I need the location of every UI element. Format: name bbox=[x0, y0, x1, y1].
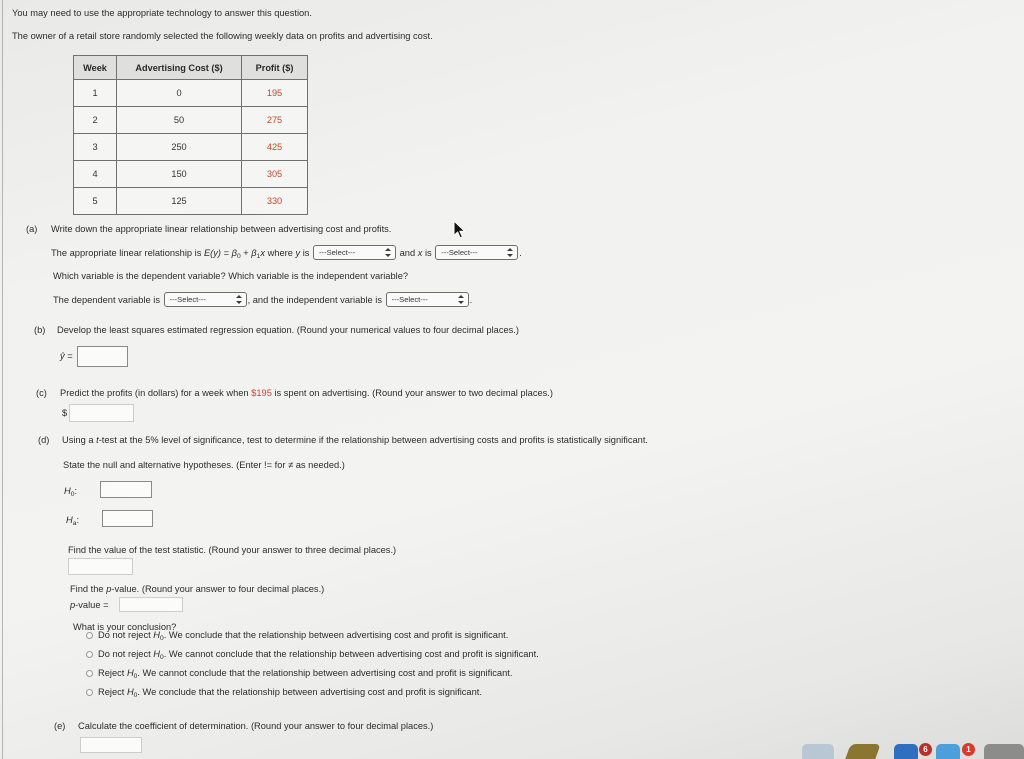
cell-week: 2 bbox=[74, 107, 117, 134]
part-b-label: (b) bbox=[34, 325, 46, 335]
colon: : bbox=[74, 486, 78, 496]
x-variable-select[interactable] bbox=[435, 245, 518, 260]
cell-profit: 425 bbox=[242, 134, 308, 161]
part-d-label: (d) bbox=[38, 435, 50, 445]
intro-text: The owner of a retail store randomly selected the following weekly data on profits and advertising cost. bbox=[12, 31, 433, 41]
table-row bbox=[74, 161, 308, 188]
independent-text: , and the independent variable is bbox=[247, 295, 385, 305]
t-symbol: t bbox=[96, 435, 99, 445]
cell-week: 1 bbox=[74, 80, 117, 107]
x-symbol: x bbox=[260, 248, 265, 258]
h-symbol: H bbox=[153, 649, 161, 659]
technology-note: You may need to use the appropriate technology to answer this question. bbox=[12, 8, 312, 18]
colon: : bbox=[76, 515, 80, 525]
p-symbol: p bbox=[70, 600, 76, 610]
beta-symbol: β bbox=[251, 248, 257, 258]
radio-button[interactable] bbox=[86, 670, 93, 677]
option-action: Reject bbox=[98, 668, 127, 678]
h-symbol: H bbox=[64, 486, 71, 496]
null-hypothesis-label bbox=[64, 484, 77, 498]
option-text: . We conclude that the relationship between advertising cost and profit is significant. bbox=[163, 630, 509, 640]
h-subscript: 0 bbox=[133, 691, 138, 699]
period: . bbox=[519, 248, 522, 258]
conclusion-option[interactable] bbox=[86, 647, 539, 661]
dock bbox=[790, 740, 1024, 759]
conclusion-prompt: What is your conclusion? bbox=[73, 622, 177, 632]
select-arrows-icon bbox=[236, 295, 242, 304]
p-value-label bbox=[70, 598, 109, 612]
cell-advertising-cost: 125 bbox=[117, 188, 242, 215]
plus-sign: + bbox=[240, 248, 252, 258]
relationship-line bbox=[51, 245, 522, 262]
cell-advertising-cost: 150 bbox=[117, 161, 242, 188]
mouse-pointer-icon bbox=[453, 220, 466, 239]
h-subscript: 0 bbox=[160, 653, 164, 661]
dependent-text: The dependent variable is bbox=[53, 295, 163, 305]
cell-week: 4 bbox=[74, 161, 117, 188]
predicted-profit-input[interactable] bbox=[69, 404, 134, 422]
alternative-hypothesis-label bbox=[66, 513, 79, 527]
option-text: . We cannot conclude that the relationship between advertising cost and profit is significant. bbox=[137, 668, 513, 678]
radio-button[interactable] bbox=[86, 632, 93, 639]
cell-profit: 275 bbox=[242, 107, 308, 134]
data-table bbox=[73, 55, 308, 215]
table-row bbox=[74, 80, 308, 107]
app-icon[interactable] bbox=[802, 744, 834, 759]
cell-advertising-cost: 50 bbox=[117, 107, 242, 134]
conclusion-option[interactable] bbox=[86, 666, 512, 680]
part-a-prompt: Write down the appropriate linear relationship between advertising cost and profits. bbox=[51, 224, 392, 234]
part-d-prompt bbox=[62, 433, 648, 447]
h-subscript: 0 bbox=[70, 490, 75, 498]
beta-symbol: β bbox=[231, 248, 237, 258]
table-header-row bbox=[74, 56, 308, 80]
select-arrows-icon bbox=[507, 248, 513, 257]
part-e-label: (e) bbox=[54, 721, 66, 731]
h-symbol: H bbox=[153, 630, 161, 640]
hypotheses-prompt: State the null and alternative hypotheses. (Enter != for ≠ as needed.) bbox=[63, 460, 345, 470]
option-text: . We cannot conclude that the relationship between advertising cost and profit is significant. bbox=[163, 649, 539, 659]
option-action: Reject bbox=[98, 687, 127, 697]
h-subscript: a bbox=[72, 519, 77, 527]
beta-subscript-1: 1 bbox=[256, 252, 261, 260]
prompt-text: is spent on advertising. (Round your answer to two decimal places.) bbox=[271, 388, 553, 398]
x-symbol: x bbox=[417, 248, 423, 258]
part-c-prompt bbox=[60, 386, 553, 400]
select-arrows-icon bbox=[385, 248, 391, 257]
part-c-label: (c) bbox=[36, 388, 47, 398]
h-subscript: 0 bbox=[133, 672, 138, 680]
test-statistic-prompt: Find the value of the test statistic. (Round your answer to three decimal places.) bbox=[68, 545, 397, 555]
select-value: ---Select--- bbox=[169, 295, 206, 305]
option-action: Do not reject bbox=[98, 649, 154, 659]
cell-advertising-cost: 250 bbox=[117, 134, 242, 161]
h-symbol: H bbox=[126, 687, 134, 697]
p-value-input[interactable] bbox=[119, 597, 183, 612]
select-value: ---Select--- bbox=[441, 248, 478, 258]
table-row bbox=[74, 188, 308, 215]
dependent-variable-select[interactable] bbox=[164, 292, 247, 307]
expected-value-symbol: E(y) bbox=[203, 248, 222, 258]
cell-advertising-cost: 0 bbox=[117, 80, 242, 107]
option-text: . We conclude that the relationship between advertising cost and profit is significant. bbox=[137, 687, 482, 697]
equals-sign: = bbox=[221, 248, 232, 258]
table-row bbox=[74, 134, 308, 161]
beta-subscript-0: 0 bbox=[236, 252, 241, 260]
cell-profit: 305 bbox=[242, 161, 308, 188]
table-row bbox=[74, 107, 308, 134]
y-variable-select[interactable] bbox=[313, 245, 396, 260]
cell-week: 3 bbox=[74, 134, 117, 161]
p-symbol: p bbox=[106, 584, 112, 594]
and-text: and bbox=[397, 248, 418, 258]
dependent-independent-line bbox=[53, 292, 472, 309]
h-symbol: H bbox=[126, 668, 134, 678]
variables-question: Which variable is the dependent variable? Which variable is the independent variable? bbox=[53, 271, 409, 281]
prompt-text: -value. (Round your answer to four decimal places.) bbox=[111, 584, 325, 594]
option-action: Do not reject bbox=[98, 630, 154, 640]
test-statistic-input[interactable] bbox=[68, 558, 133, 575]
y-hat-symbol: ŷ bbox=[60, 351, 65, 361]
relationship-text: The appropriate linear relationship is bbox=[51, 248, 204, 258]
part-e-prompt: Calculate the coefficient of determination. (Round your answer to four decimal places.) bbox=[78, 721, 434, 731]
h-subscript: 0 bbox=[160, 634, 164, 642]
conclusion-option[interactable] bbox=[86, 685, 482, 699]
page-left-border bbox=[2, 0, 3, 759]
alternative-hypothesis-input[interactable] bbox=[102, 510, 153, 527]
y-symbol: y bbox=[295, 248, 301, 258]
radio-button[interactable] bbox=[86, 651, 93, 658]
select-arrows-icon bbox=[458, 295, 464, 304]
radio-button[interactable] bbox=[86, 689, 93, 696]
period: . bbox=[469, 295, 473, 305]
is-text: is bbox=[300, 248, 313, 258]
cell-profit: 195 bbox=[242, 80, 308, 107]
p-value-prompt bbox=[70, 582, 324, 596]
prompt-text: Predict the profits (in dollars) for a week when bbox=[60, 388, 252, 398]
header-week: Week bbox=[74, 56, 117, 80]
currency-symbol: $ bbox=[62, 408, 68, 418]
prompt-text: Using a bbox=[62, 435, 97, 445]
part-b-prompt: Develop the least squares estimated regression equation. (Round your numerical values to four decimal places.) bbox=[57, 325, 519, 335]
equals-sign: = bbox=[64, 351, 73, 361]
app-icon[interactable] bbox=[894, 744, 918, 759]
notification-badge: 1 bbox=[962, 743, 975, 756]
advertising-amount: $195 bbox=[251, 388, 272, 398]
independent-variable-select[interactable] bbox=[386, 292, 469, 307]
app-icon[interactable] bbox=[936, 744, 960, 759]
prompt-text: -test at the 5% level of significance, test to determine if the relationship between advertising costs and profits is statistically significant. bbox=[98, 435, 649, 445]
notification-badge: 6 bbox=[919, 743, 932, 756]
part-a-label: (a) bbox=[26, 224, 38, 234]
label-text: -value = bbox=[75, 600, 109, 610]
header-profit: Profit ($) bbox=[242, 56, 308, 80]
is-text: is bbox=[422, 248, 435, 258]
prompt-text: Find the bbox=[70, 584, 107, 594]
where-text: where bbox=[264, 248, 296, 258]
select-value: ---Select--- bbox=[319, 248, 356, 258]
regression-equation-label bbox=[60, 349, 73, 363]
null-hypothesis-input[interactable] bbox=[100, 481, 152, 498]
conclusion-option[interactable] bbox=[86, 628, 508, 642]
header-advertising-cost: Advertising Cost ($) bbox=[117, 56, 242, 80]
app-icon[interactable] bbox=[845, 744, 880, 759]
h-symbol: H bbox=[66, 515, 73, 525]
regression-equation-input[interactable] bbox=[77, 346, 128, 367]
select-value: ---Select--- bbox=[391, 295, 428, 305]
coefficient-of-determination-input[interactable] bbox=[80, 737, 142, 753]
cell-week: 5 bbox=[74, 188, 117, 215]
cell-profit: 330 bbox=[242, 188, 308, 215]
app-icon[interactable] bbox=[984, 744, 1024, 759]
